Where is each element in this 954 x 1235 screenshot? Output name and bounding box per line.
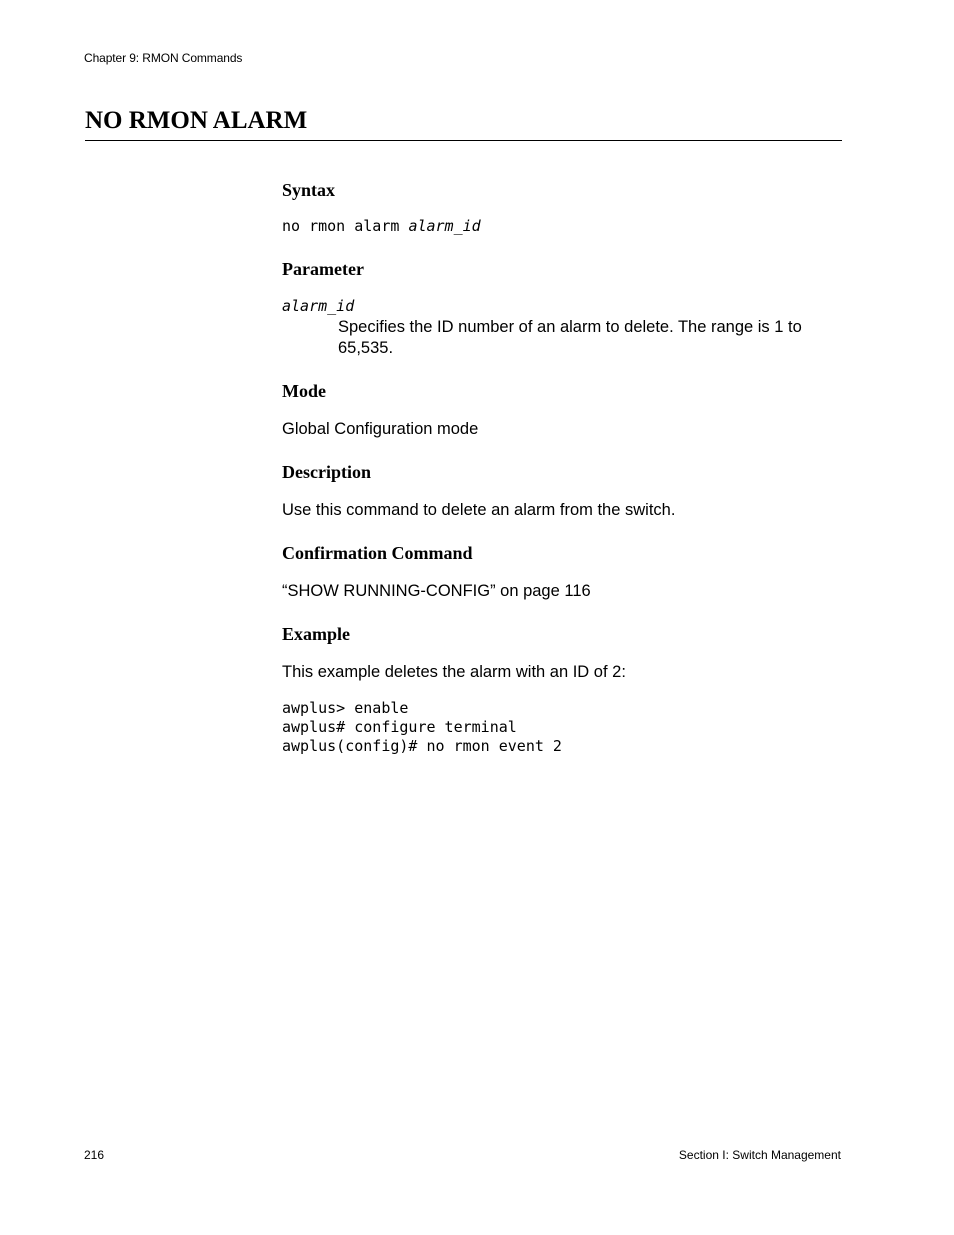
- footer-section: Section I: Switch Management: [678, 1148, 841, 1162]
- syntax-argument: alarm_id: [408, 217, 481, 235]
- parameter-name-text: alarm_id: [282, 297, 355, 315]
- description-heading: Description: [282, 462, 371, 482]
- example-line: awplus> enable: [282, 699, 409, 717]
- mode-heading: Mode: [282, 381, 326, 401]
- syntax-command-text: no rmon alarm: [282, 217, 409, 235]
- syntax-command: [282, 217, 481, 236]
- running-header: Chapter 9: RMON Commands: [84, 51, 243, 65]
- parameter-description: Specifies the ID number of an alarm to delete. The range is 1 to 65,535.: [338, 318, 802, 357]
- syntax-heading: Syntax: [282, 180, 336, 200]
- title-rule: [85, 140, 842, 141]
- page-number: 216: [84, 1148, 105, 1162]
- description-text: Use this command to delete an alarm from the switch.: [282, 501, 676, 519]
- parameter-name: [282, 297, 354, 316]
- page-title: NO RMON ALARM: [85, 107, 308, 134]
- mode-text: Global Configuration mode: [282, 420, 479, 438]
- example-line: awplus# configure terminal: [282, 718, 517, 736]
- example-heading: Example: [282, 624, 351, 644]
- example-text: This example deletes the alarm with an ID of 2:: [282, 663, 626, 681]
- confirmation-text: “SHOW RUNNING-CONFIG” on page 116: [282, 582, 591, 600]
- confirmation-heading: Confirmation Command: [282, 543, 473, 563]
- example-line: awplus(config)# no rmon event 2: [282, 737, 562, 755]
- parameter-heading: Parameter: [282, 259, 364, 279]
